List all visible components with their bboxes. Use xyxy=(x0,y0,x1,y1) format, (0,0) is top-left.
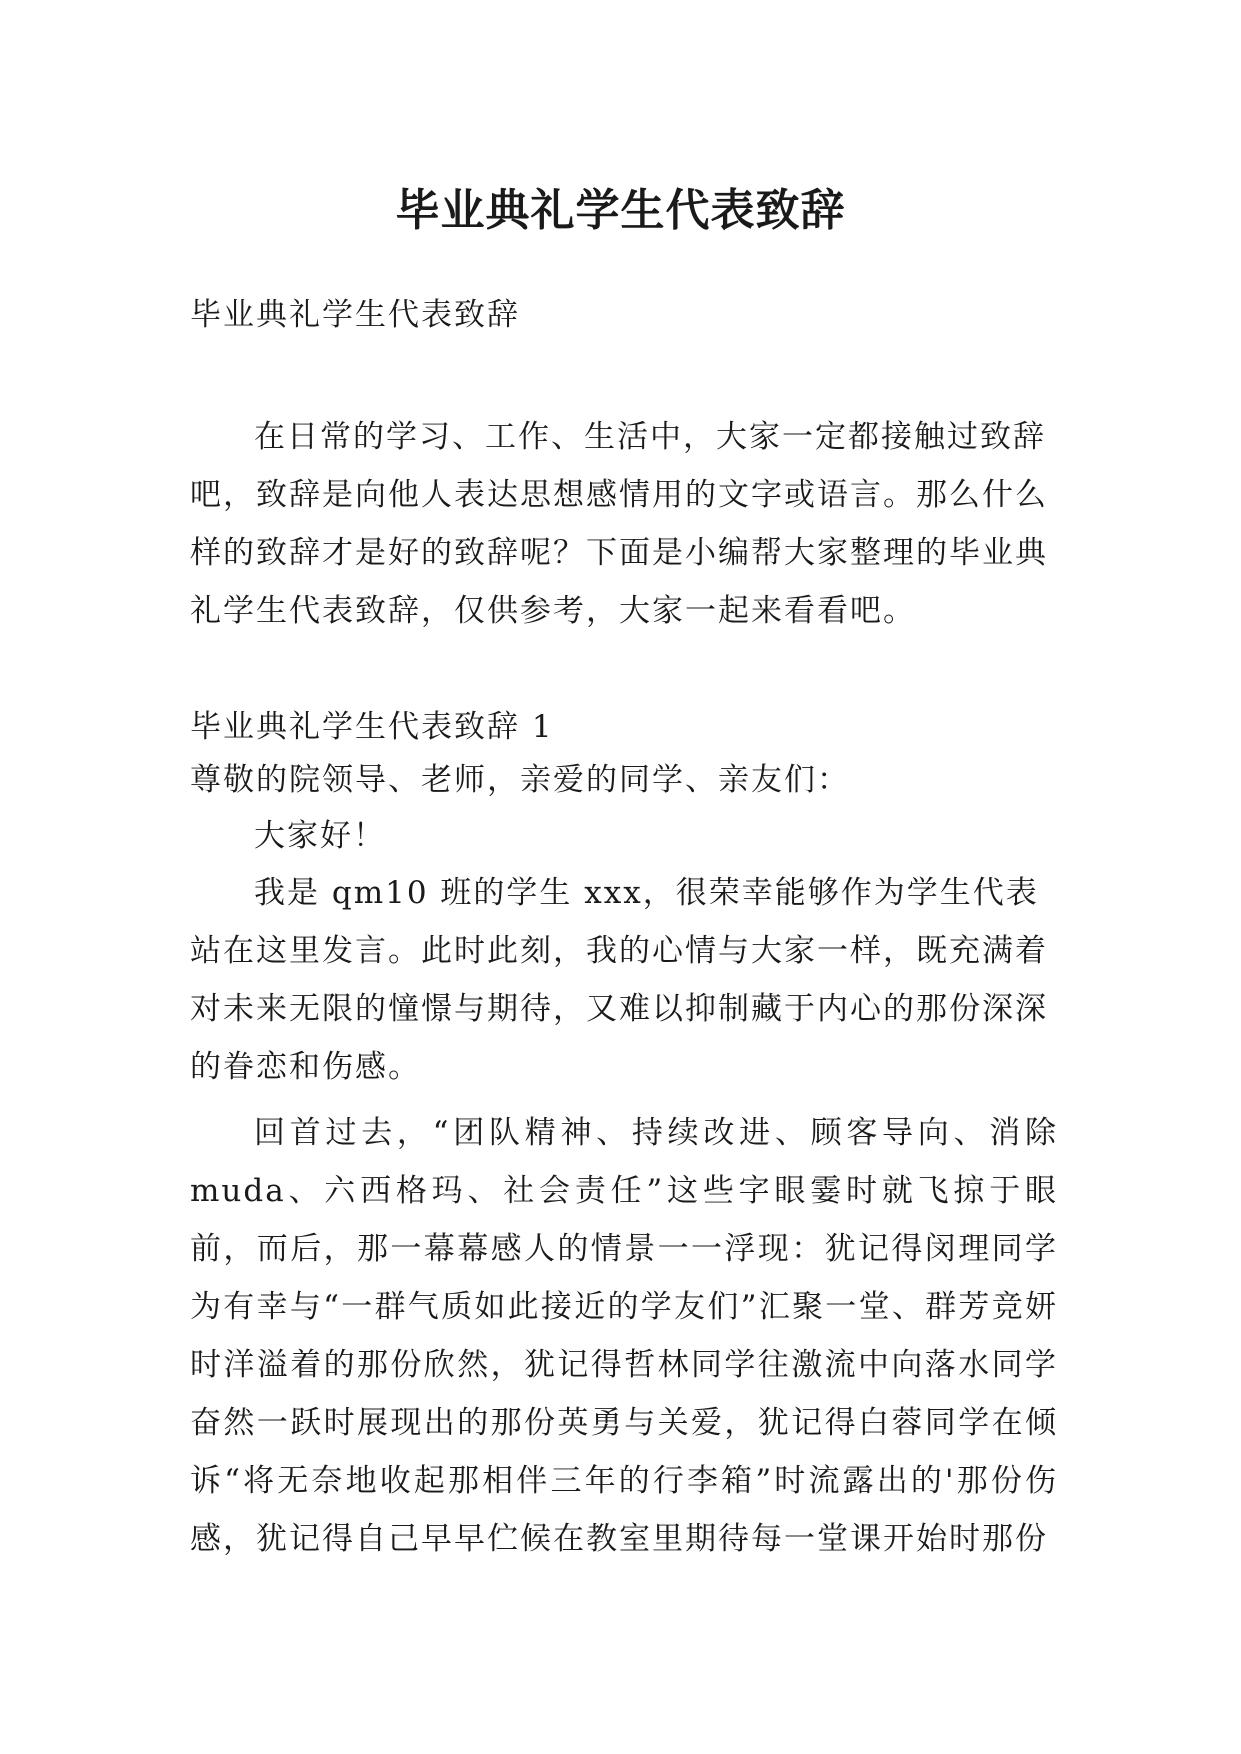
document-title: 毕业典礼学生代表致辞 xyxy=(395,185,846,237)
body-paragraph: 我是 qm10 班的学生 xxx，很荣幸能够作为学生代表站在这里发言。此时此刻，我的心情与大家一样，既充满着对未来无限的憧憬与期待，又难以抑制藏于内心的那份深深的眷恋和伤感。 xyxy=(190,875,1048,1085)
salutation: 尊敬的院领导、老师，亲爱的同学、亲友们： xyxy=(190,762,850,798)
intro-paragraph: 在日常的学习、工作、生活中，大家一定都接触过致辞吧，致辞是向他人表达思想感情用的文字或语言。那么什么样的致辞才是好的致辞呢？下面是小编帮大家整理的毕业典礼学生代表致辞，仅供参考，大家一起来看看吧。 xyxy=(190,419,1048,629)
greeting-line: 大家好！ xyxy=(254,818,386,854)
body-paragraph: 回首过去，“团队精神、持续改进、顾客导向、消除 muda、六西格玛、社会责任”这些字眼霎时就飞掠于眼前，而后，那一幕幕感人的情景一一浮现：犹记得闵理同学为有幸与“一群气质如此接近的学友们”汇聚一堂、群芳竞妍时洋溢着的那份欣然，犹记得哲林同学往激流中向落水同学奋然一跃时展现出的那份英勇与关爱，犹记得白蓉同学在倾诉“将无奈地收起那相伴三年的行李箱”时流露出的'那份伤感，犹记得自己早早伫候在教室里期待每一堂课开始时那份 xyxy=(190,1115,1058,1557)
section-heading: 毕业典礼学生代表致辞 1 xyxy=(190,709,554,745)
document-subtitle: 毕业典礼学生代表致辞 xyxy=(190,297,520,333)
